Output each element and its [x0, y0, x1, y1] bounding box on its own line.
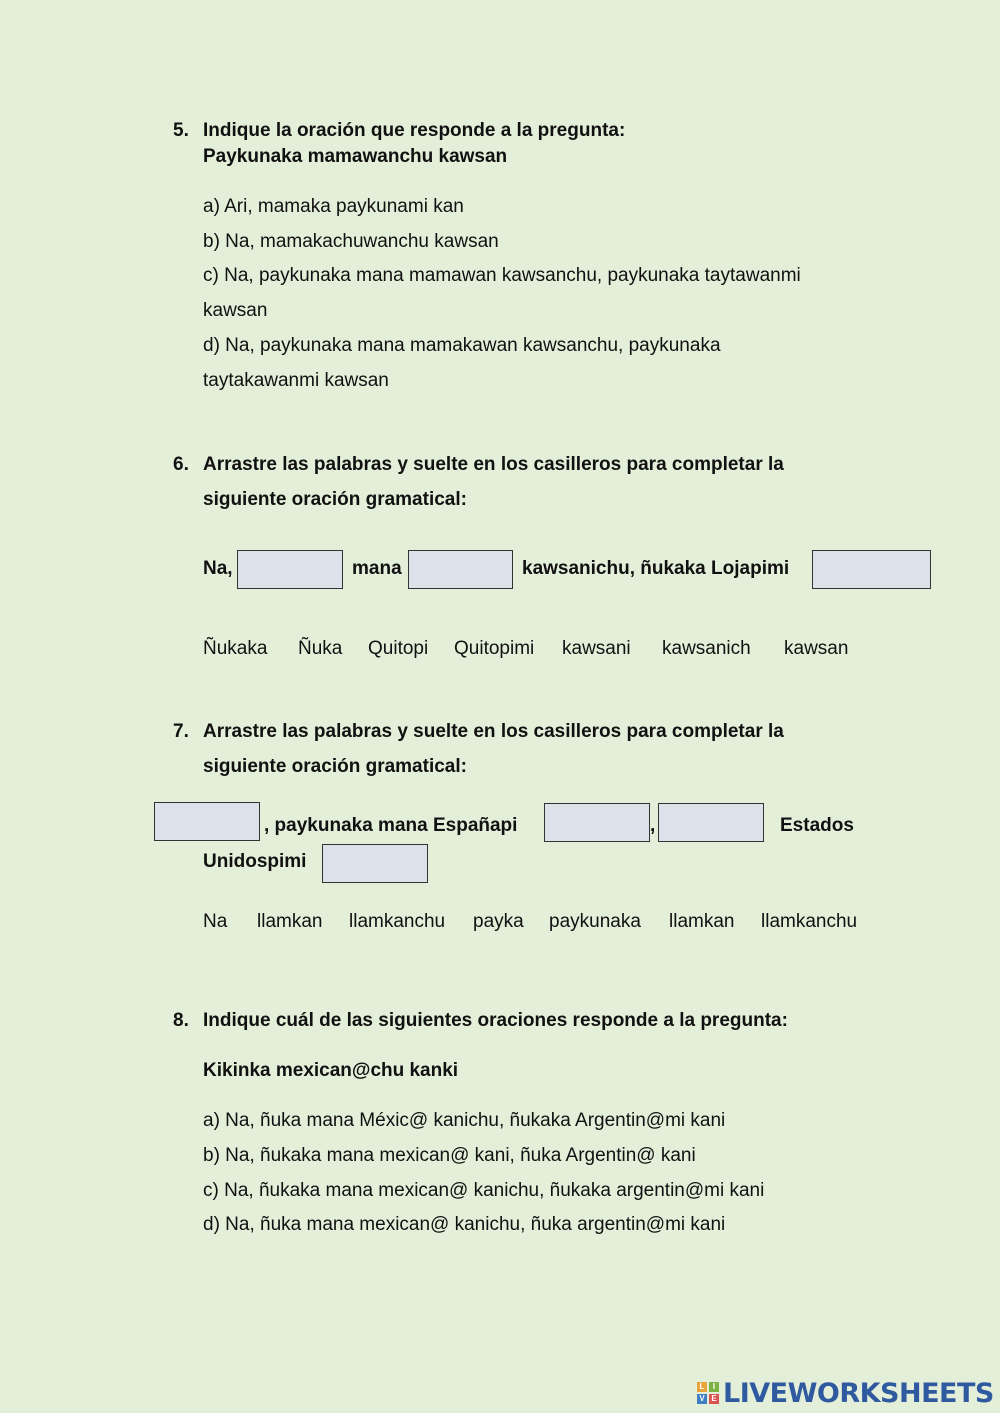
- q6-sentence-rest: kawsanichu, ñukaka Lojapimi: [522, 558, 790, 579]
- q6-drop-box-2[interactable]: [408, 550, 513, 589]
- q7-drop-box-4[interactable]: [322, 844, 428, 883]
- q6-drop-box-3[interactable]: [812, 550, 931, 589]
- q6-title-cont: siguiente oración gramatical:: [203, 489, 467, 510]
- q7-drop-box-1[interactable]: [154, 802, 260, 841]
- q5-option-a[interactable]: a) Ari, mamaka paykunami kan: [203, 196, 464, 217]
- q7-title: Arrastre las palabras y suelte en los casilleros para completar la: [203, 721, 784, 742]
- q6-word[interactable]: Quitopimi: [454, 638, 535, 659]
- q8-option-d[interactable]: d) Na, ñuka mana mexican@ kanichu, ñuka argentin@mi kani: [203, 1214, 726, 1235]
- q7-word[interactable]: payka: [473, 911, 524, 932]
- q7-word[interactable]: paykunaka: [549, 911, 641, 932]
- logo-mark-cell: E: [709, 1394, 719, 1404]
- q6-word[interactable]: Ñukaka: [203, 638, 268, 659]
- q6-word[interactable]: Quitopi: [368, 638, 429, 659]
- q8-number: 8.: [173, 1010, 189, 1031]
- liveworksheets-logo-text: LIVEWORKSHEETS: [723, 1377, 994, 1409]
- q7-sentence-comma: ,: [650, 815, 656, 836]
- q8-question: Kikinka mexican@chu kanki: [203, 1060, 459, 1081]
- q8-option-b[interactable]: b) Na, ñukaka mana mexican@ kani, ñuka Argentin@ kani: [203, 1145, 696, 1166]
- q6-sentence-na: Na,: [203, 558, 233, 579]
- q5-option-d[interactable]: d) Na, paykunaka mana mamakawan kawsanchu, paykunaka: [203, 335, 721, 356]
- logo-mark-cell: V: [697, 1394, 707, 1404]
- q6-number: 6.: [173, 454, 189, 475]
- q5-option-c-cont[interactable]: kawsan: [203, 300, 268, 321]
- logo-mark-cell: L: [697, 1382, 707, 1392]
- q8-option-a[interactable]: a) Na, ñuka mana Méxic@ kanichu, ñukaka Argentin@mi kani: [203, 1110, 726, 1131]
- q6-word[interactable]: Ñuka: [298, 638, 343, 659]
- q5-title: Indique la oración que responde a la pregunta:: [203, 120, 626, 141]
- q5-option-b[interactable]: b) Na, mamakachuwanchu kawsan: [203, 231, 499, 252]
- logo-mark-cell: I: [709, 1382, 719, 1392]
- q8-title: Indique cuál de las siguientes oraciones responde a la pregunta:: [203, 1010, 788, 1031]
- q6-word[interactable]: kawsani: [562, 638, 631, 659]
- q7-drop-box-3[interactable]: [658, 803, 764, 842]
- q6-sentence-mana: mana: [352, 558, 402, 579]
- q6-title: Arrastre las palabras y suelte en los casilleros para completar la: [203, 454, 784, 475]
- q5-number: 5.: [173, 120, 189, 141]
- q6-drop-box-1[interactable]: [237, 550, 343, 589]
- q7-word[interactable]: llamkanchu: [349, 911, 446, 932]
- q7-sentence-unidospimi: Unidospimi: [203, 851, 307, 872]
- q7-sentence-part1: , paykunaka mana Españapi: [264, 815, 518, 836]
- q5-question: Paykunaka mamawanchu kawsan: [203, 146, 508, 167]
- q7-number: 7.: [173, 721, 189, 742]
- liveworksheets-logo-icon: [697, 1382, 719, 1404]
- q7-word[interactable]: llamkan: [257, 911, 323, 932]
- q5-option-c[interactable]: c) Na, paykunaka mana mamawan kawsanchu, paykunaka taytawanmi: [203, 265, 801, 286]
- q7-sentence-estados: Estados: [780, 815, 854, 836]
- liveworksheets-logo: [697, 1376, 994, 1410]
- q7-word[interactable]: llamkanchu: [761, 911, 858, 932]
- q7-drop-box-2[interactable]: [544, 803, 650, 842]
- q6-word[interactable]: kawsan: [784, 638, 849, 659]
- q5-option-d-cont[interactable]: taytakawanmi kawsan: [203, 370, 389, 391]
- q7-word[interactable]: Na: [203, 911, 228, 932]
- q7-title-cont: siguiente oración gramatical:: [203, 756, 467, 777]
- q8-option-c[interactable]: c) Na, ñukaka mana mexican@ kanichu, ñukaka argentin@mi kani: [203, 1180, 765, 1201]
- q7-word[interactable]: llamkan: [669, 911, 735, 932]
- q6-word[interactable]: kawsanich: [662, 638, 751, 659]
